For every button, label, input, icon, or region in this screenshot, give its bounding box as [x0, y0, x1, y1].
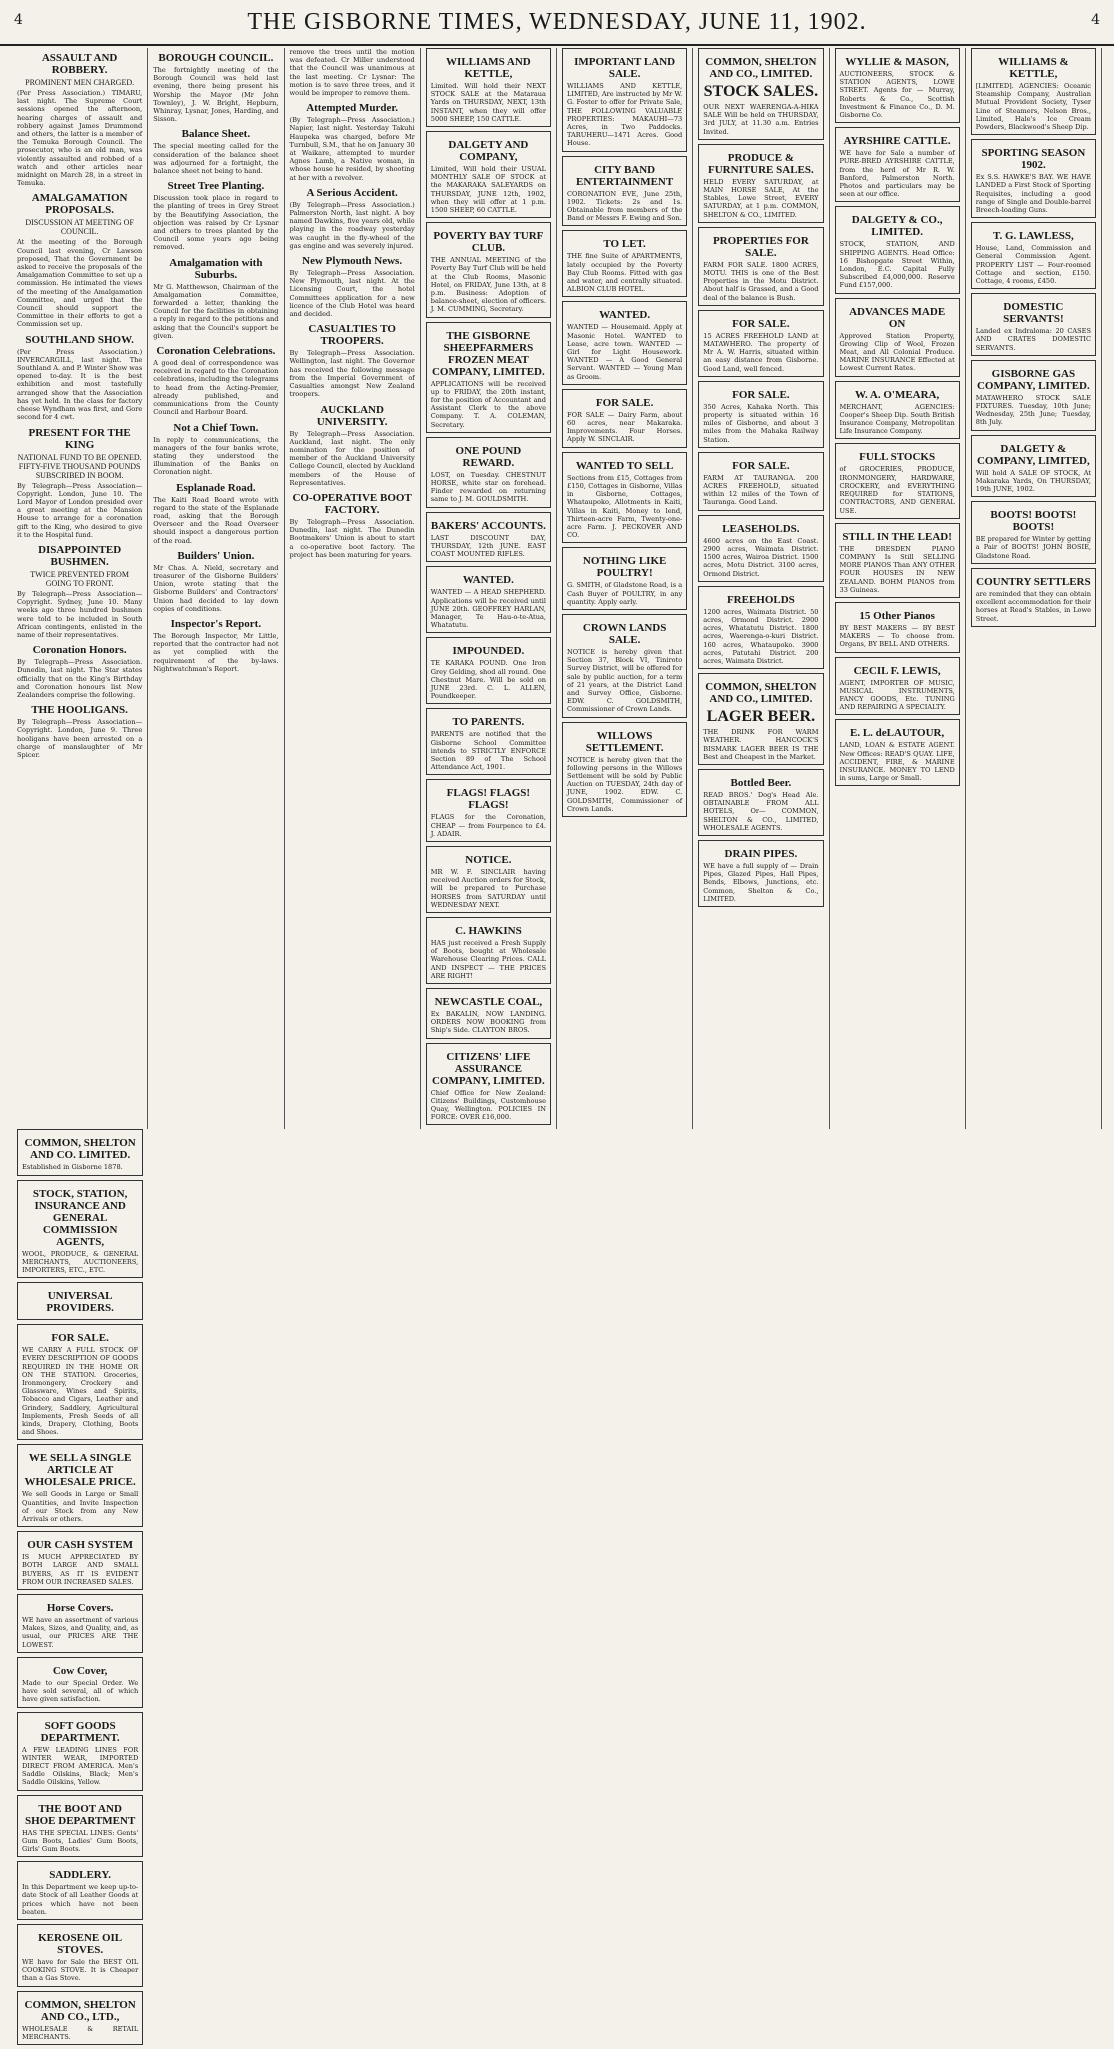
article-heading: THE HOOLIGANS. — [31, 704, 128, 717]
article-body: HAS THE SPECIAL LINES: Gents' Gum Boots, Ladies' Gum Boots, Girls' Gum Boots. — [22, 1828, 139, 1853]
article-block — [17, 1657, 143, 1708]
article-block — [835, 523, 960, 598]
article-block — [17, 1129, 143, 1175]
article-heading: LEASEHOLDS. — [722, 522, 800, 535]
article-block — [562, 156, 687, 227]
article-heading: A Serious Accident. — [306, 186, 398, 199]
article-heading: FULL STOCKS — [859, 451, 936, 464]
article-block — [426, 637, 551, 704]
article-heading: NOTHING LIKE POULTRY! — [582, 555, 667, 580]
article-block — [835, 657, 960, 716]
article-block — [153, 345, 278, 416]
article-body: Chief Office for New Zealand: Citizens' Buildings, Customhouse Quay, Wellington. POLICIES IN FORCE: OVER £16,000. — [430, 1088, 546, 1122]
article-block — [835, 127, 960, 202]
article-body: LAND, LOAN & ESTATE AGENT. New Offices: READ'S QUAY. LIFE, ACCIDENT, FIRE, & MARINE INSURANCE. MONEY TO LEND in sums, Large or Small. — [839, 741, 955, 783]
article-block — [153, 422, 278, 477]
column-9 — [12, 1129, 148, 2049]
article-body: (Per Press Association.) INVERCARGILL, last night. The Southland A. and P. Winter Show was opened to-day. It is the best exhibition and most tastefully arranged show that the Association has yet held. In the class for factory cheese Wyndham was first, and Gore second for 4 cwt. — [17, 347, 143, 422]
article-block — [426, 566, 551, 633]
article-block — [426, 708, 551, 775]
article-body: Ex S.S. HAWKE'S BAY. WE HAVE LANDED a First Stock of Sporting Requisites, including a good range of Single and Double-barrel Breech-loading Guns. — [975, 173, 1091, 215]
article-heading: C. HAWKINS — [455, 924, 522, 937]
article-body: By Telegraph—Press Association. Dunedin, last night. The Star states officially that on the King's Birthday and Coronation honours list New Zealanders comprise the following. — [17, 658, 143, 699]
article-body: Ex BAKALIN, NOW LANDING. ORDERS NOW BOOKING from Ship's Side. CLAYTON BROS. — [430, 1009, 546, 1035]
article-heading: Street Tree Planting. — [167, 180, 265, 193]
article-block — [426, 846, 551, 913]
article-block — [290, 48, 415, 97]
article-heading: BOROUGH COUNCIL. — [158, 52, 274, 64]
article-heading: COUNTRY SETTLERS — [976, 575, 1091, 588]
article-body: PARENTS are notified that the Gisborne School Committee intends to STRICTLY ENFORCE Section 89 of The School Attendance Act, 1901. — [430, 730, 546, 772]
article-body: HELD EVERY SATURDAY, at MAIN HORSE SALE, At the Stables, Lowe Street, EVERY SATURDAY, at 1 p.m. COMMON, SHELTON & CO., LIMITED. — [703, 177, 819, 219]
article-heading: BAKERS' ACCOUNTS. — [430, 519, 546, 532]
article-block — [153, 618, 278, 673]
article-heading: WILLOWS SETTLEMENT. — [585, 729, 664, 754]
article-block — [698, 227, 823, 306]
article-body: WILLIAMS AND KETTLE, LIMITED, Are instructed by Mr W. G. Foster to offer for Private Sale, THE FOLLOWING VALUABLE PROPERTIES: MAKAUHI—73 Acres, in Two Paddocks. TARUHERU—1471 Acres. Good House. — [567, 82, 683, 148]
article-body: THE fine Suite of APARTMENTS, lately occupied by the Poverty Bay Club Rooms. Fitted with gas and water, and centrally situated. ALBION CLUB HOTEL. — [567, 252, 683, 294]
article-heading: Cow Cover, — [52, 1664, 108, 1677]
article-body: Discussion took place in regard to the planting of trees in Grey Street by the Beautifying Association, the objection was raised by Cr Lysnar and others to trees planted by the Council some years ago being removed. — [153, 194, 279, 252]
article-block — [698, 515, 823, 582]
article-heading: CITY BAND ENTERTAINMENT — [576, 163, 674, 188]
article-block — [698, 381, 823, 448]
article-body: READ BROS.' Dog's Head Ale. OBTAINABLE FROM ALL HOTELS, Or— COMMON, SHELTON & CO., LIMITED, WHOLESALE AGENTS. — [703, 790, 819, 832]
article-heading: KEROSENE OIL STOVES. — [38, 1931, 123, 1956]
article-heading: SOFT GOODS DEPARTMENT. — [40, 1719, 120, 1744]
article-block — [17, 427, 142, 539]
article-heading: OUR CASH SYSTEM — [27, 1539, 133, 1552]
article-heading: Esplanade Road. — [176, 481, 256, 494]
article-heading: DRAIN PIPES. — [724, 847, 798, 860]
article-block — [17, 1282, 143, 1320]
article-heading: CROWN LANDS SALE. — [582, 621, 667, 646]
article-heading: NOTICE. — [465, 853, 512, 866]
article-block — [290, 404, 415, 487]
article-body: WE have for Sale a number of PURE-BRED AYRSHIRE CATTLE, from the herd of Mr R. W. Banford, Palmerston North. Photos and particulars may be seen at our office. — [839, 149, 955, 199]
column-5 — [557, 48, 693, 1129]
article-heading: AYRSHIRE CATTLE. — [843, 135, 951, 148]
article-body: Made to our Special Order. We have sold several, all of which have given satisfaction. — [22, 1678, 139, 1704]
article-heading: FOR SALE. — [732, 317, 790, 330]
article-heading: E. L. deLAUTOUR, — [850, 727, 945, 740]
article-heading: SADDLERY. — [49, 1869, 112, 1882]
article-block — [426, 512, 551, 563]
article-heading: FLAGS! FLAGS! FLAGS! — [446, 787, 531, 812]
article-block — [835, 48, 960, 123]
article-body: Approved Station Property, Growing Clip of Wool, Frozen Meat, and All Colonial Produce. MARINE INSURANCE Effected at Lowest Current Rates. — [839, 331, 955, 373]
article-block — [153, 128, 278, 175]
article-heading: Builders' Union. — [177, 549, 255, 562]
article-heading: T. G. LAWLESS, — [992, 230, 1074, 243]
article-block — [153, 482, 278, 545]
newspaper-columns — [12, 48, 1102, 2041]
article-body: BE prepared for Winter by getting a Pair of BOOTS! JOHN BOSIE, Gladstone Road. — [975, 535, 1091, 560]
article-block — [971, 293, 1096, 356]
article-block — [17, 1324, 143, 1440]
article-block — [562, 389, 687, 448]
article-block — [426, 437, 551, 508]
article-heading: Attempted Murder. — [306, 102, 399, 115]
article-block — [17, 1531, 143, 1590]
column-7 — [830, 48, 966, 1129]
article-block — [698, 840, 823, 907]
article-heading: CECIL F. LEWIS, — [853, 664, 941, 677]
display-heading: LAGER BEER. — [706, 708, 816, 726]
article-heading: FOR SALE. — [732, 459, 790, 472]
article-body: FLAGS for the Coronation, CHEAP — from Fourpence to £4. J. ADAIR. — [430, 813, 546, 838]
article-block — [17, 1924, 143, 1987]
article-block — [971, 501, 1096, 564]
article-heading: CITIZENS' LIFE ASSURANCE COMPANY, LIMITED. — [431, 1050, 545, 1087]
article-heading: PRESENT FOR THE KING — [28, 426, 131, 451]
article-heading: Bottled Beer. — [730, 776, 792, 789]
article-heading: FOR SALE. — [51, 1332, 109, 1345]
article-block — [562, 547, 687, 610]
article-heading: CO-OPERATIVE BOOT FACTORY. — [292, 491, 412, 516]
article-body: FARM FOR SALE. 1800 ACRES, MOTU. THIS is one of the Best Properties in the Motu District. About half is Grassed, and a Good deal of the balance is Bush. — [703, 260, 819, 302]
article-block — [290, 492, 415, 559]
article-heading: IMPOUNDED. — [452, 645, 525, 658]
article-block — [290, 323, 415, 398]
article-block — [290, 102, 415, 182]
column-3 — [285, 48, 421, 1129]
article-block — [698, 769, 823, 836]
article-body: OUR NEXT WAERENGA-A-HIKA SALE Will be held on THURSDAY, 3rd JULY, at 11.30 a.m. Entries Invited. — [703, 103, 819, 136]
article-body: (By Telegraph—Press Association.) Palmerston North, last night. A boy named Dawkins, five years old, while playing in the roadway yesterday was caught in the fly-wheel of the gas engine and was severely injured. — [289, 200, 415, 250]
article-heading: Coronation Honors. — [32, 644, 127, 657]
article-block — [426, 131, 551, 218]
article-body: NOTICE is hereby given that the following persons in the Willows Settlement will be sold by Public Auction on TUESDAY, 24th day of JUNE, 1902. EDW. C. GOLDSMITH, Commissioner of Crown Lands. — [567, 755, 683, 813]
article-heading: NEWCASTLE COAL, — [434, 995, 543, 1008]
article-body: 15 ACRES FREEHOLD LAND at MATAWHERO. The property of Mr A. W. Harris, situated within an easy distance from Gisborne. Good Land, well fenced. — [703, 331, 819, 373]
article-block — [17, 52, 142, 187]
article-heading: WANTED. — [599, 309, 651, 322]
article-heading: GISBORNE GAS COMPANY, LIMITED. — [976, 367, 1090, 392]
article-block — [562, 48, 687, 152]
column-2 — [148, 48, 284, 1129]
article-block — [17, 544, 142, 639]
article-heading: WILLIAMS & KETTLE, — [998, 56, 1069, 80]
article-body: The special meeting called for the consideration of the balance sheet was adjourned for a fortnight, the balance sheet not being to hand. — [153, 142, 279, 176]
article-body: WANTED — A HEAD SHEPHERD. Applications will be received until JUNE 20th. GEOFFREY HARLAN, Manager, Te Hau-o-te-Atua, Whatatutu. — [430, 588, 546, 630]
article-heading: 15 Other Pianos — [859, 609, 935, 622]
article-heading: POVERTY BAY TURF CLUB. — [433, 230, 544, 255]
column-1 — [12, 48, 148, 1129]
article-body: The Kaiti Road Board wrote with regard to the state of the Esplanade road, asking that the Borough Overseer and the Road Overseer should inspect a dangerous portion of the road. — [153, 495, 279, 545]
article-heading: PRODUCE & FURNITURE SALES. — [708, 151, 814, 176]
article-block — [426, 1043, 551, 1126]
article-block — [426, 48, 551, 127]
article-heading: TO LET. — [603, 238, 646, 251]
article-heading: ADVANCES MADE ON — [849, 305, 946, 330]
article-heading: WE SELL A SINGLE ARTICLE AT WHOLESALE PRICE. — [24, 1452, 136, 1489]
article-block — [971, 139, 1096, 218]
article-heading: IMPORTANT LAND SALE. — [574, 56, 676, 80]
article-block — [153, 550, 278, 613]
article-body: 1200 acres, Waimata District. 50 acres, Ormond District. 2900 acres, Whatatutu District. 1800 acres, Waerenga-o-kuri District. 160 acres, Whataupoko. 3900 acres, Patutahi District. 200 acres, Waimata District. — [703, 607, 819, 665]
article-body: By Telegraph—Press Association. Dunedin, last night. The Dunedin Bootmakers' Union is about to start a co-operative boot factory. The project has been maturing for years. — [289, 517, 415, 559]
article-heading: DISAPPOINTED BUSHMEN. — [38, 543, 122, 568]
article-body: NOTICE is hereby given that Section 37, Block VI, Tiniroto Survey District, will be offered for sale by public auction, for a term of 21 years, at the District Land and Survey Office, Gisborne. EDW. C. GOLDSMITH, Commissioner of Crown Lands. — [567, 647, 683, 714]
article-heading: STILL IN THE LEAD! — [842, 530, 952, 543]
article-block — [698, 144, 823, 223]
article-body: G. SMITH, of Gladstone Road, is a Cash Buyer of POULTRY, in any quantity. Apply early. — [567, 581, 683, 606]
article-body: remove the trees until the motion was defeated. Cr Miller understood that the Council was unanimous at the last meeting. Cr Lysnar: The motion is to save three trees, and it would be improper to remove them. — [289, 48, 415, 98]
article-heading: FOR SALE. — [595, 396, 654, 409]
display-heading: STOCK SALES. — [703, 83, 819, 100]
article-block — [153, 257, 278, 340]
article-body: [LIMITED]. AGENCIES: Oceanic Steamship Company, Australian Mutual Provident Society, Tyser Line of Steamers, Nelson Bros., Limited, Hale's Ice Cream Powders, Blackwood's Sheep Dip. — [975, 82, 1091, 132]
article-heading: DALGETY AND COMPANY, — [448, 139, 529, 164]
article-heading: SPORTING SEASON 1902. — [981, 147, 1086, 172]
article-block — [17, 1594, 143, 1653]
page-number-right: 4 — [1091, 12, 1100, 28]
article-block — [698, 452, 823, 511]
article-body: 350 Acres, Kahaka North. This property is situated within 16 miles of Gisborne, and about 3 miles from the Mahaka Railway Station. — [703, 402, 819, 444]
article-heading: ONE POUND REWARD. — [455, 444, 522, 469]
article-block — [17, 704, 142, 759]
article-subheading: DISCUSSION AT MEETING OF COUNCIL. — [25, 218, 134, 237]
article-heading: COMMON, SHELTON AND CO., LIMITED. — [705, 681, 817, 706]
article-body: THE DRESDEN PIANO COMPANY Is Still SELLING MORE PIANOS Than ANY OTHER FOUR HOUSES IN NEW ZEALAND. BOHM PIANOS from 33 Guineas. — [839, 544, 955, 594]
article-body: By Telegraph—Press Association. Auckland, last night. The only nomination for the position of member of the Auckland University College Council, elected by Auckland members of the House of Representatives. — [289, 429, 415, 487]
article-block — [153, 180, 278, 251]
article-body: The Borough Inspector, Mr Little, reported that the contractor had not as yet complied with the requirement of the by-laws. Nightwatchman's Report. — [153, 631, 279, 673]
article-subheading: NATIONAL FUND TO BE OPENED. FIFTY-FIVE THOUSAND POUNDS SUBSCRIBED IN BOOM. — [17, 452, 142, 480]
article-block — [835, 719, 960, 786]
article-body: BY BEST MAKERS — BY BEST MAKERS — To choose from. Organs, BY BELL AND OTHERS. — [839, 623, 955, 649]
article-block — [17, 192, 142, 328]
article-block — [971, 222, 1096, 289]
article-subheading: PROMINENT MEN CHARGED. — [25, 78, 135, 87]
article-heading: DOMESTIC SERVANTS! — [1003, 301, 1064, 326]
article-block — [562, 230, 687, 297]
article-body: In this Department we keep up-to-date Stock of all Leather Goods at prices which have not been beaten. — [22, 1883, 139, 1916]
article-block — [971, 568, 1096, 627]
article-block — [17, 644, 142, 699]
article-body: FARM AT TAURANGA. 200 ACRES FREEHOLD, situated within 12 miles of the Town of Tauranga. Good Land. — [703, 473, 819, 507]
article-block — [17, 334, 142, 422]
article-heading: CASUALTIES TO TROOPERS. — [308, 323, 396, 348]
article-body: THE DRINK FOR WARM WEATHER. HANCOCK'S BISMARK LAGER BEER IS THE Best and Cheapest in the Market. — [703, 728, 819, 761]
article-block — [971, 48, 1096, 135]
article-heading: Not a Chief Town. — [173, 421, 259, 434]
article-body: At the meeting of the Borough Council last evening, Cr Lawson proposed, That the Government be asked to receive the proposals of the Amalgamation Committee to set up a commission. He intimated the views of the meeting of the Amalgamation Committee, and urged that the Council should support the Committee in their efforts to get a Commission set up. — [17, 238, 143, 329]
article-block — [426, 988, 551, 1039]
article-heading: New Plymouth News. — [302, 255, 403, 268]
article-body: WE have for Sale the BEST OIL COOKING STOVE. It is Cheaper than a Gas Stove. — [22, 1957, 139, 1983]
article-body: A FEW LEADING LINES FOR WINTER WEAR, IMPORTED DIRECT FROM AMERICA. Men's Saddle Oilskins, Black; Men's Saddle Oilskins, Yellow. — [22, 1745, 139, 1787]
article-block — [835, 602, 960, 653]
article-block — [698, 586, 823, 669]
article-body: MATAWHERO STOCK SALE FIXTURES. Tuesday, 10th June; Wednesday, 25th June; Tuesday, 8th July. — [975, 393, 1091, 427]
article-heading: THE GISBORNE SHEEPFARMERS FROZEN MEAT COMPANY, LIMITED. — [431, 329, 545, 378]
article-body: House, Land, Commission and General Commission Agent. PROPERTY LIST — Four-roomed Cottage and section, £150. Cottage, 4 rooms, £450. — [975, 244, 1091, 286]
article-block — [17, 1795, 143, 1858]
article-body: LOST, on Tuesday. CHESTNUT HORSE, white star on forehead. Finder rewarded on returning same to J. M. GOULDSMITH. — [430, 470, 546, 504]
article-body: WHOLESALE & RETAIL MERCHANTS. — [22, 2024, 139, 2041]
article-heading: WANTED TO SELL — [575, 459, 674, 472]
article-body: By Telegraph—Press Association—Copyright. Sydney, June 10. Many weeks ago three hundred bushmen were told to be included in South African contingents, enlisted in the name of their representatives. — [17, 589, 143, 639]
article-block — [562, 614, 687, 718]
article-body: By Telegraph—Press Association—Copyright. London, June 10. The Lord Mayor of London presided over a great meeting at the Mansion House to arrange for a coronation gift to the King, who desired to give it to the Hospital fund. — [17, 481, 143, 539]
article-heading: THE BOOT AND SHOE DEPARTMENT — [24, 1802, 136, 1827]
article-block — [290, 255, 415, 318]
article-heading: FREEHOLDS — [726, 593, 795, 606]
article-block — [835, 381, 960, 440]
article-body: (Per Press Association.) TIMARU, last night. The Supreme Court sessions opened the afternoon, hearing charges of assault and robbery against James Drummond and others, the latter is a member of the Temuka Borough Council. The prosecutor, who is an old man, was violently assaulted and robbed of a watch and other articles near midnight on March 28, in a street in Temuka. — [17, 89, 143, 188]
article-block — [698, 310, 823, 377]
article-body: In reply to communications, the managers of the four banks wrote, stating they understood the illumination of the Banks on Coronation night. — [153, 435, 279, 477]
article-body: HAS just received a Fresh Supply of Boots, bought at Wholesale Warehouse Clearing Prices. CALL AND INSPECT — THE PRICES ARE RIGHT! — [430, 938, 546, 980]
article-body: AUCTIONEERS, STOCK & STATION AGENTS, LOWE STREET. Agents for — Murray, Roberts & Co., Scottish Investment & Finance Co., D. M. Gisborne Co. — [839, 70, 955, 120]
article-heading: STOCK, STATION, INSURANCE AND GENERAL COMMISSION AGENTS, — [32, 1187, 128, 1248]
article-heading: Balance Sheet. — [181, 128, 251, 141]
article-heading: UNIVERSAL PROVIDERS. — [46, 1290, 114, 1315]
article-body: APPLICATIONS will be received up to FRIDAY, the 20th instant, for the position of Accountant and Assistant Clerk to the above Company. T. A. COLEMAN, Secretary. — [430, 379, 546, 429]
article-heading: COMMON, SHELTON AND CO. LIMITED. — [24, 1137, 136, 1162]
article-body: AGENT, IMPORTER OF MUSIC, MUSICAL INSTRUMENTS, FANCY GOODS, Etc. TUNING AND REPAIRING A SPECIALTY. — [839, 678, 955, 712]
article-body: 4600 acres on the East Coast. 2900 acres, Waimata District. 1500 acres, Wairoa District. 1500 acres, Motu District. 3100 acres, Ormond District. — [703, 536, 819, 578]
masthead — [0, 0, 1114, 46]
article-heading: BOOTS! BOOTS! BOOTS! — [990, 509, 1077, 534]
article-body: Limited, Will hold their USUAL MONTHLY SALE OF STOCK at the MAKARAKA SALEYARDS on THURSDAY, JUNE 12th, 1902, when they will offer at 1 p.m. 1500 SHEEP, 60 CATTLE. — [430, 165, 546, 215]
article-block — [835, 298, 960, 377]
article-body: TE KARAKA POUND. One Iron Grey Gelding, shod all round. One Chestnut Mare. Will be sold on JUNE 23rd. C. L. ALLEN, Poundkeeper. — [430, 659, 546, 701]
article-block — [971, 360, 1096, 431]
article-block — [562, 452, 687, 544]
article-heading: W. A. O'MEARA, — [855, 388, 940, 401]
article-heading: Amalgamation with Suburbs. — [169, 256, 263, 281]
article-block — [17, 1444, 143, 1527]
article-block — [971, 435, 1096, 498]
article-body: MR W. F. SINCLAIR having received Auction orders for Stock, will be prepared to Purchase HORSES from SATURDAY until WEDNESDAY NEXT. — [430, 867, 546, 909]
article-heading: PROPERTIES FOR SALE. — [712, 234, 809, 259]
article-body: are reminded that they can obtain excellent accommodation for their horses at Read's Stables, in Lowe Street. — [975, 589, 1091, 623]
article-heading: WYLLIE & MASON, — [845, 56, 949, 68]
article-body: Will hold A SALE OF STOCK, At Makaraka Yards, On THURSDAY, 19th JUNE, 1902. — [975, 468, 1091, 494]
column-6 — [693, 48, 829, 1129]
article-block — [835, 443, 960, 518]
article-body: FOR SALE — Dairy Farm, about 60 acres, near Makaraka. Improvements. Four Horses. Apply W. SINCLAIR. — [567, 410, 683, 444]
article-block — [426, 222, 551, 317]
article-heading: WANTED. — [462, 574, 514, 587]
article-body: WE have an assortment of various Makes, Sizes, and Quality, and, as usual, our PRICES ARE THE LOWEST. — [22, 1616, 139, 1649]
article-block — [426, 322, 551, 433]
newspaper-title: THE GISBORNE TIMES, WEDNESDAY, JUNE 11, 1902. — [247, 8, 867, 35]
article-block — [562, 722, 687, 817]
article-block — [17, 1712, 143, 1791]
article-body: Limited. Will hold their NEXT STOCK SALE at the Mataraua Yards on THURSDAY, NEXT, 13th INSTANT, when they will offer 5000 SHEEP, 150 CATTLE. — [430, 82, 546, 123]
article-heading: DALGETY & COMPANY, LIMITED, — [976, 442, 1090, 467]
article-block — [698, 48, 823, 140]
article-heading: Inspector's Report. — [170, 617, 262, 630]
article-body: CORONATION EVE, June 25th, 1902. Tickets: 2s and 1s. Obtainable from members of the Band or Messrs F. Ewing and Son. — [567, 189, 683, 223]
article-body: IS MUCH APPRECIATED BY BOTH LARGE AND SMALL BUYERS, AS IT IS EVIDENT FROM OUR INCREASED SALES. — [22, 1553, 139, 1586]
article-body: By Telegraph—Press Association—Copyright. London, June 9. Three hooligans have been arrested on a charge of manslaughter of Mr Spicer. — [17, 718, 143, 759]
article-block — [17, 1180, 143, 1279]
article-subheading: TWICE PREVENTED FROM GOING TO FRONT. — [30, 569, 129, 588]
article-body: WE CARRY A FULL STOCK OF EVERY DESCRIPTION OF GOODS REQUIRED IN THE HOME OR ON THE STATION. Groceries, Ironmongery, Crockery and Glassware, Wines and Spirits, Tobacco and Cigars, Leather and Grindery, Saddlery, Agricultural Implements, Fresh Seeds of all kinds, Drapery, Clothing, Boots and Shoes. — [22, 1346, 139, 1437]
article-heading: AUCKLAND UNIVERSITY. — [316, 403, 388, 428]
article-block — [17, 1861, 143, 1920]
article-heading: SOUTHLAND SHOW. — [25, 333, 134, 346]
article-body: By Telegraph—Press Association. Wellington, last night. The Governor has received the following message from the Imperial Government of Casualties amongst New Zealand troopers. — [289, 349, 415, 399]
article-body: WANTED — Housemaid. Apply at Masonic Hotel. WANTED to Lease, acre town. WANTED — Girl for Light Housework. WANTED — A Good General Servant. WANTED — Young Man as Groom. — [567, 323, 683, 381]
article-body: Landed ex Indraloma: 20 CASES AND CRATES DOMESTIC SERVANTS. — [975, 327, 1091, 352]
article-body: STOCK, STATION, AND SHIPPING AGENTS. Head Office: 16 Bishopgate Street Within, London, E.C. Capital Fully Subscribed £4,000,000. Reserve Fund £157,000. — [839, 240, 955, 290]
article-heading: DALGETY & CO., LIMITED. — [851, 214, 943, 239]
article-block — [153, 52, 278, 123]
article-body: WE have a full supply of — Drain Pipes, Glazed Pipes, Hall Pipes, Bends, Elbows, Junctions, etc. Common, Shelton & Co., LIMITED. — [703, 861, 819, 903]
page-number-left: 4 — [14, 12, 23, 28]
article-heading: ASSAULT AND ROBBERY. — [41, 52, 118, 76]
article-body: The fortnightly meeting of the Borough Council was held last evening, there being present his Worship the Mayor (Mr John Townley), J. W. Bright, Hepburn, Whinray, Lysnar, Jones, Harding, and Sisson. — [153, 66, 279, 124]
article-block — [562, 301, 687, 384]
article-heading: WILLIAMS AND KETTLE, — [446, 56, 531, 80]
article-block — [698, 673, 823, 765]
article-body: Mr G. Matthewson, Chairman of the Amalgamation Committee, forwarded a letter, thanking the Council for the facilities in obtaining a reply in regard to the petitions and asking that the Council's support be given. — [153, 282, 279, 340]
article-body: Mr Chas. A. Nield, secretary and treasurer of the Gisborne Builders' Union, wrote stating that the Gisborne Builders' and Contractors' Union had decided to lay down copies of conditions. — [153, 563, 279, 613]
article-block — [835, 206, 960, 293]
article-body: of GROCERIES, PRODUCE, IRONMONGERY, HARDWARE, CROCKERY, and EVERYTHING REQUIRED for STATIONS, CONTRACTORS, AND GENERAL USE. — [839, 465, 955, 515]
article-heading: FOR SALE. — [732, 388, 790, 401]
article-body: Sections from £15, Cottages from £150, Cottages in Gisborne, Villas in Gisborne, Cottages, Whataupoko, Allotments in Kaiti, Villas in Kaiti, Money to lend, Thirteen-acre Farm, Twenty-one-acre Farm. J. PECKOVER AND CO. — [567, 473, 683, 540]
article-body: A good deal of correspondence was received in regard to the Coronation celebrations, including the telegrams to head from the Acting-Premier, already published, and communications from the County Council and Harbour Board. — [153, 359, 279, 417]
article-heading: TO PARENTS. — [452, 716, 525, 729]
column-8 — [966, 48, 1102, 1129]
article-body: THE ANNUAL MEETING of the Poverty Bay Turf Club will be held at the Club Rooms, Masonic Hotel, on FRIDAY, June 13th, at 8 p.m. Business: Adoption of balance-sheet, election of officers. J. M. CUMMING, Secretary. — [430, 256, 546, 314]
article-body: Established in Gisborne 1878. — [22, 1163, 123, 1172]
article-block — [290, 187, 415, 250]
article-body: MERCHANT, AGENCIES: Cooper's Sheep Dip. South British Insurance Company, Metropolitan Life Insurance Company. — [839, 402, 955, 436]
article-body: LAST DISCOUNT DAY, THURSDAY, 12th JUNE. EAST COAST MOUNTED RIFLES. — [430, 533, 546, 559]
article-block — [426, 779, 551, 842]
article-block — [17, 1991, 143, 2045]
article-heading: AMALGAMATION PROPOSALS. — [31, 192, 128, 217]
article-body: By Telegraph—Press Association. New Plymouth, last night. At the Licensing Court, the hotel Committees application for a new licence of the Club Hotel was heard and decided. — [289, 269, 415, 319]
column-4 — [421, 48, 557, 1129]
article-heading: COMMON, SHELTON AND CO., LIMITED. — [705, 56, 817, 80]
article-heading: COMMON, SHELTON AND CO., LTD., — [24, 1998, 136, 2023]
article-body: (By Telegraph—Press Association.) Napier, last night. Yesterday Takuhi Haupeka was charged, before Mr Turnbull, S.M., that he on January 30 at Waikare, attempted to murder Agnes Lamb, a Native woman, in whose house he resided, by shooting at her with a revolver. — [289, 116, 415, 182]
article-block — [426, 917, 551, 984]
article-heading: Coronation Celebrations. — [156, 345, 276, 358]
article-heading: Horse Covers. — [46, 1602, 114, 1615]
article-body: We sell Goods in Large or Small Quantities, and Invite Inspection of our Stock from any New Arrivals or others. — [22, 1490, 139, 1524]
article-body: WOOL, PRODUCE, & GENERAL MERCHANTS, AUCTIONEERS, IMPORTERS, ETC., ETC. — [22, 1249, 139, 1275]
